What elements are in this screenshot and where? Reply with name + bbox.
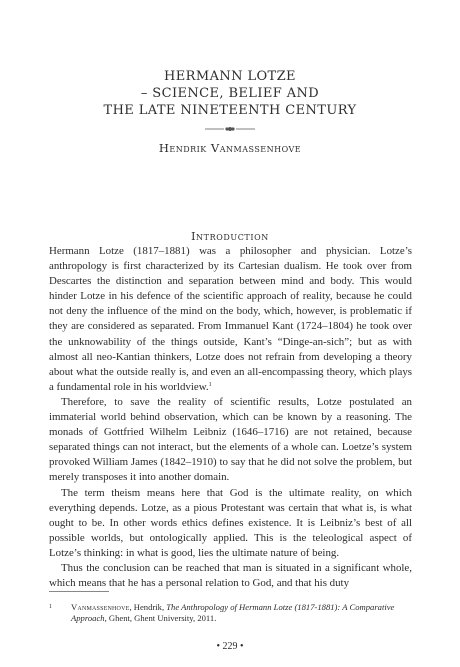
paragraph-4: Thus the conclusion can be reached that man is situated in a significant whole, which means that he has a personal relation to God, and that his duty: [49, 561, 412, 590]
title-line-2: – SCIENCE, BELIEF AND: [140, 86, 320, 101]
footnote-author-rest: , Hendrik,: [129, 602, 167, 612]
section-heading: Introduction: [191, 230, 269, 243]
title-ornament-divider: [205, 125, 255, 133]
body-text: [49, 244, 412, 591]
title-line-1: HERMANN LOTZE: [164, 69, 296, 84]
footnote: [49, 602, 412, 624]
footnote-separator: [49, 591, 109, 592]
paragraph-1-text: Hermann Lotze (1817–1881) was a philosopher and physician. Lotze’s anthropology is first characterized by its Cartesian dualism. He took over from Descartes the distinction and separation between mind and body. This would hinder Lotze in his defence of the scientific approach of reality, because he could not deny the influence of the mind on the body, which, however, is problematic if they are considered as separated. From Immanuel Kant (1724–1804) he took over the unknowability of the things outside, Kant’s “Dinge-an-sich”; but as with almost all neo-Kantian thinkers, Lotze does not refrain from developing a theory about what the outside really is, and even an all-encompassing theory, which plays a fundamental role in his worldview.: [49, 245, 412, 393]
footnote-reference[interactable]: 1: [208, 381, 212, 388]
paragraph-3: The term theism means here that God is the ultimate reality, on which everything depends. Lotze, as a pious Protestant was certain that what is, is what ought to be. In other words ethics defines existence. It is Leibniz’s best of all possible worlds, but ontologically applied. This is the teleological aspect of Lotze’s thinking: in what is good, lies the ultimate nature of being.: [49, 486, 412, 559]
footnote-work-title: The Anthropology of Hermann Lotze (1817-1881): A Comparative Approach: [71, 602, 395, 623]
footnote-author: Vanmassenhove: [71, 602, 130, 612]
paragraph-1: [49, 244, 412, 395]
author-name: Hendrik Vanmassenhove: [158, 141, 302, 155]
footnote-text: [71, 602, 412, 624]
footnote-number: 1: [49, 604, 52, 610]
paragraph-2: Therefore, to save the reality of scientific results, Lotze postulated an immaterial world behind observation, which can be known by a reasoning. The monads of Gottfried Wilhelm Leibniz (1646–1716) are not retained, because separated things can not interact, but the elements of a whole can. Loetze’s system provoked William James (1842–1910) to say that he did not solve the problem, but merely transposes it into another domain.: [49, 395, 412, 484]
title-line-3: THE LATE NINETEENTH CENTURY: [103, 103, 357, 118]
footnote-publication: , Ghent, Ghent University, 2011.: [104, 613, 217, 623]
page-number: • 229 •: [216, 641, 244, 652]
